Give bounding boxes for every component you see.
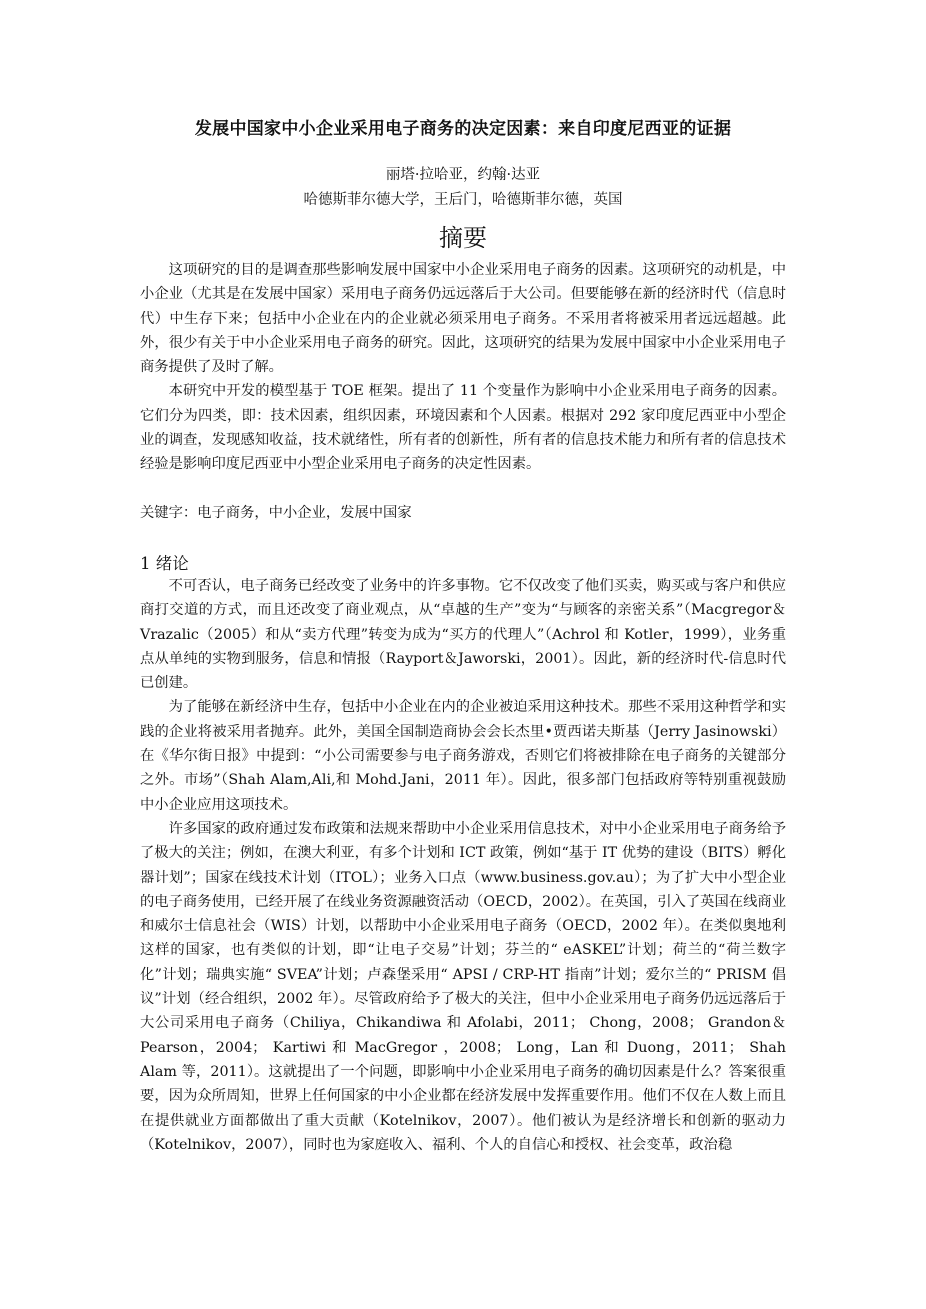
abstract-body [140, 258, 786, 477]
abstract-heading: 摘要 [439, 224, 487, 252]
body-paragraph: 不可否认，电子商务已经改变了业务中的许多事物。它不仅改变了他们买卖，购买或与客户和供应商打交道的方式，而且还改变了商业观点，从“卓越的生产”变为“与顾客的亲密关系”（Macgregor＆Vrazalic（2005）和从“卖方代理”转变为成为“买方的代理人”（Achrol 和 Kotler，1999），业务重点从单纯的实物到服务，信息和情报（Rayport＆Jaworski，2001）。因此，新的经济时代-信息时代已创建。 [140, 578, 786, 692]
keywords-line: 关键字：电子商务，中小企业，发展中国家 [140, 505, 412, 521]
abstract-paragraph: 本研究中开发的模型基于 TOE 框架。提出了 11 个变量作为影响中小企业采用电子商务的因素。它们分为四类，即：技术因素，组织因素，环境因素和个人因素。根据对 292 家印度尼西亚中小型企业的调查，发现感知收益，技术就绪性，所有者的创新性，所有者的信息技术能力和所有者的信息技术经验是影响印度尼西亚中小型企业采用电子商务的决定性因素。 [140, 383, 786, 473]
abstract-paragraph: 这项研究的目的是调查那些影响发展中国家中小企业采用电子商务的因素。这项研究的动机是，中小企业（尤其是在发展中国家）采用电子商务仍远远落后于大公司。但要能够在新的经济时代（信息时代）中生存下来；包括中小企业在内的企业就必须采用电子商务。不采用者将被采用者远远超越。此外，很少有关于中小企业采用电子商务的研究。因此，这项研究的结果为发展中国家中小企业采用电子商务提供了及时了解。 [140, 262, 786, 376]
introduction-body [140, 574, 786, 1157]
body-paragraph: 许多国家的政府通过发布政策和法规来帮助中小企业采用信息技术，对中小企业采用电子商务给予了极大的关注；例如，在澳大利亚，有多个计划和 ICT 政策，例如“基于 IT 优势的建设（BITS）孵化器计划”；国家在线技术计划（ITOL）；业务入口点（www.business.gov.au）；为了扩大中小型企业的电子商务使用，已经开展了在线业务资源融资活动（OECD，2002）。在英国，引入了英国在线商业和威尔士信息社会（WIS）计划，以帮助中小企业采用电子商务（OECD，2002 年）。在类似奥地利这样的国家，也有类似的计划，即“让电子交易”计划；芬兰的“ eASKEL”计划；荷兰的“荷兰数字化”计划；瑞典实施“ SVEA”计划；卢森堡采用“ APSI / CRP-HT 指南”计划；爱尔兰的“ PRISM 倡议”计划（经合组织，2002 年）。尽管政府给予了极大的关注，但中小企业采用电子商务仍远远落后于大公司采用电子商务（Chiliya，Chikandiwa 和 Afolabi，2011； Chong，2008； Grandon＆Pearson，2004； Kartiwi 和 MacGregor ，2008； Long，Lan 和 Duong，2011； Shah Alam 等，2011）。这就提出了一个问题，即影响中小企业采用电子商务的确切因素是什么？答案很重要，因为众所周知，世界上任何国家的中小企业都在经济发展中发挥重要作用。他们不仅在人数上而且在提供就业方面都做出了重大贡献（Kotelnikov，2007）。他们被认为是经济增长和创新的驱动力（Kotelnikov，2007），同时也为家庭收入、福利、个人的自信心和授权、社会变革，政治稳 [140, 820, 786, 1153]
paper-title: 发展中国家中小企业采用电子商务的决定因素：来自印度尼西亚的证据 [194, 119, 732, 139]
body-paragraph: 为了能够在新经济中生存，包括中小企业在内的企业被迫采用这种技术。那些不采用这种哲学和实践的企业将被采用者抛弃。此外，美国全国制造商协会会长杰里•贾西诺夫斯基（Jerry Jasinowski）在《华尔街日报》中提到：“小公司需要参与电子商务游戏，否则它们将被排除在电子商务的关键部分之外。市场”（Shah Alam,Ali,和 Mohd.Jani，2011 年）。因此，很多部门包括政府等特别重视鼓励中小企业应用这项技术。 [140, 699, 786, 813]
section-heading: 1 绪论 [140, 554, 189, 573]
author-list: 丽塔·拉哈亚，约翰·达亚 [385, 167, 541, 183]
author-affiliation: 哈德斯菲尔德大学，王后门，哈德斯菲尔德，英国 [303, 192, 623, 208]
